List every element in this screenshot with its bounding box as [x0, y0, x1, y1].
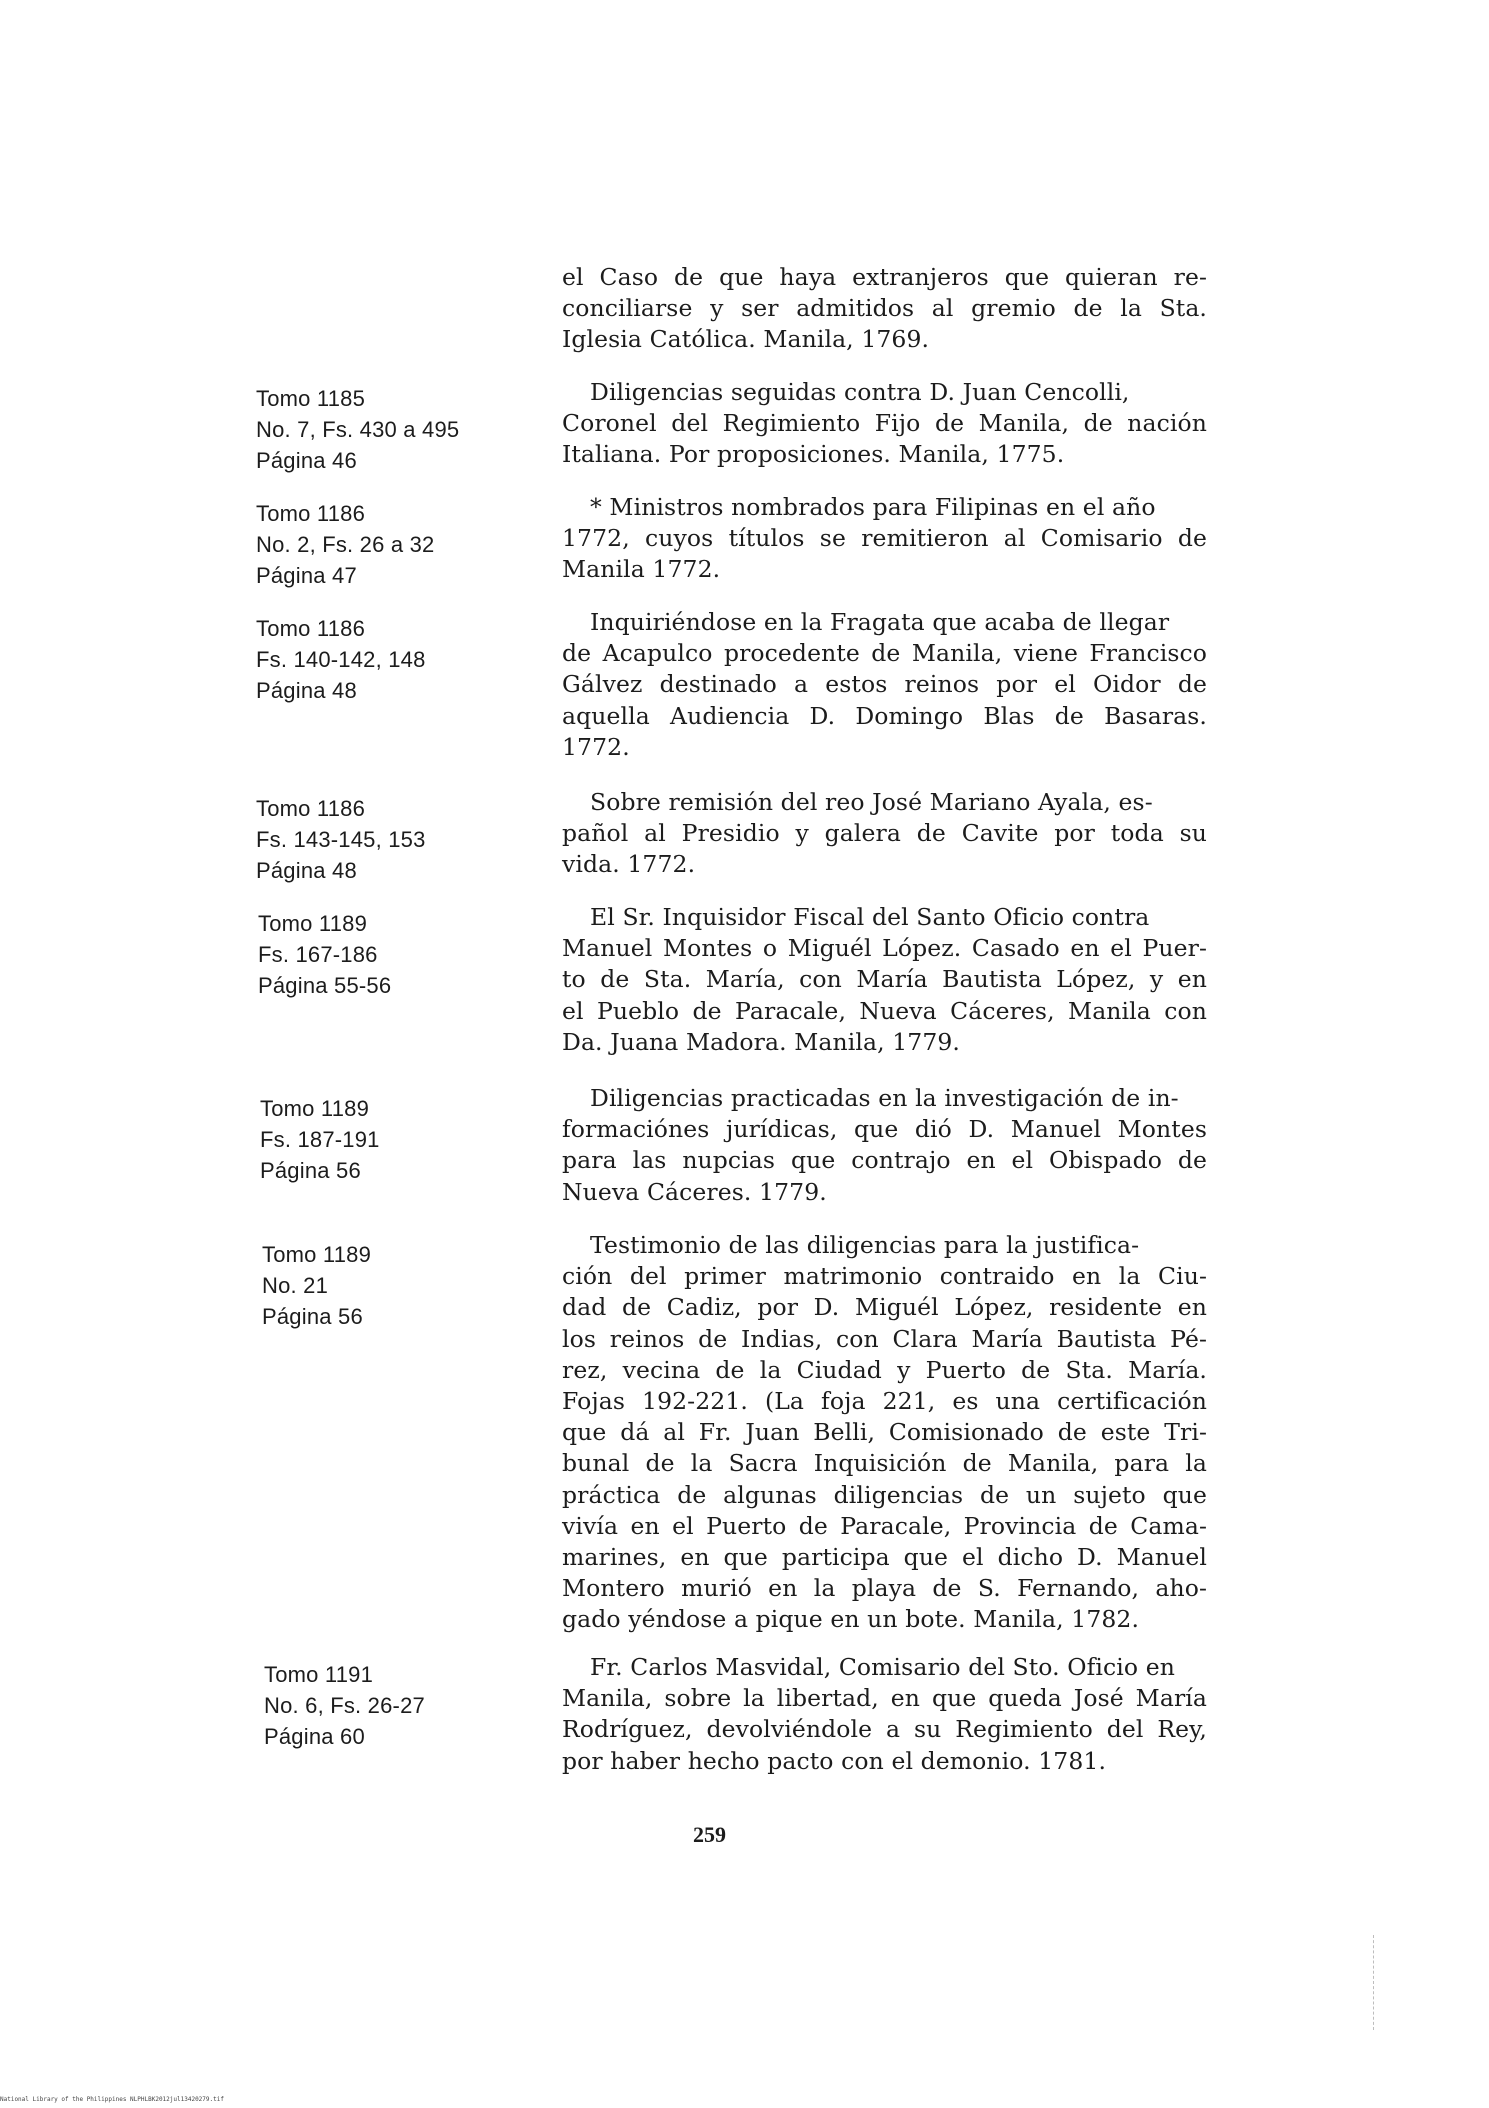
text-line: Montero murió en la playa de S. Fernando, aho- — [562, 1574, 1207, 1603]
text-line: Coronel del Regimiento Fijo de Manila, de nación — [562, 409, 1207, 438]
entry-text — [562, 1230, 1207, 1636]
text-line: Diligencias seguidas contra D. Juan Cencolli, — [590, 378, 1130, 406]
archive-reference — [256, 793, 426, 887]
text-line: 1772. — [562, 732, 630, 761]
text-line: Rodríguez, devolviéndole a su Regimiento del Rey, — [562, 1715, 1207, 1744]
reference-line: Página 55-56 — [258, 973, 392, 999]
reference-line: Tomo 1191 — [264, 1662, 374, 1687]
reference-line: Página 48 — [256, 678, 357, 704]
text-line: el Pueblo de Paracale, Nueva Cáceres, Manila con — [562, 996, 1207, 1025]
archive-reference — [256, 498, 434, 592]
text-line: rez, vecina de la Ciudad y Puerto de Sta. María. — [562, 1355, 1207, 1384]
entry-text — [562, 492, 1207, 586]
text-line: los reinos de Indias, con Clara María Bautista Pé- — [562, 1324, 1207, 1353]
text-line: vivía en el Puerto de Paracale, Provincia de Cama- — [562, 1511, 1207, 1540]
reference-line: No. 7, Fs. 430 a 495 — [256, 417, 460, 443]
reference-line: No. 2, Fs. 26 a 32 — [256, 532, 435, 558]
reference-line: Fs. 167-186 — [258, 942, 378, 968]
text-line: Manila, sobre la libertad, en que queda José María — [562, 1684, 1207, 1713]
text-line: El Sr. Inquisidor Fiscal del Santo Oficio contra — [590, 903, 1150, 931]
reference-line: Fs. 187-191 — [260, 1127, 380, 1153]
text-line: por haber hecho pacto con el demonio. 1781. — [562, 1746, 1107, 1775]
reference-line: No. 6, Fs. 26-27 — [264, 1693, 425, 1719]
entry-text — [562, 902, 1207, 1058]
reference-line: Tomo 1189 — [260, 1096, 370, 1121]
text-line: vida. 1772. — [562, 850, 696, 879]
reference-line: Fs. 140-142, 148 — [256, 647, 426, 673]
text-line: * Ministros nombrados para Filipinas en el año — [590, 493, 1156, 521]
reference-line: Página 60 — [264, 1724, 365, 1750]
archive-reference — [264, 1659, 425, 1753]
text-line: pañol al Presidio y galera de Cavite por toda su — [562, 819, 1207, 848]
reference-line: Página 47 — [256, 563, 357, 589]
text-line: Inquiriéndose en la Fragata que acaba de llegar — [590, 608, 1170, 636]
entry-text — [562, 377, 1207, 471]
text-line: dad de Cadiz, por D. Miguél López, residente en — [562, 1293, 1207, 1322]
reference-line: Página 46 — [256, 448, 357, 474]
reference-line: Tomo 1189 — [258, 911, 368, 936]
entry-text — [562, 607, 1207, 763]
reference-line: Tomo 1186 — [256, 501, 366, 526]
text-line: conciliarse y ser admitidos al gremio de la Sta. — [562, 294, 1207, 323]
text-line: ción del primer matrimonio contraido en la Ciu- — [562, 1262, 1207, 1291]
reference-line: No. 21 — [262, 1273, 329, 1299]
text-line: Gálvez destinado a estos reinos por el Oidor de — [562, 670, 1207, 699]
scan-artifact — [1373, 1935, 1375, 2030]
reference-line: Tomo 1186 — [256, 616, 366, 641]
archive-reference — [262, 1239, 371, 1333]
text-line: que dá al Fr. Juan Belli, Comisionado de este Tri- — [562, 1418, 1207, 1447]
entry-text — [562, 262, 1207, 356]
archive-reference — [256, 613, 426, 707]
reference-line: Página 48 — [256, 858, 357, 884]
text-line: Diligencias practicadas en la investigación de in- — [590, 1084, 1179, 1112]
text-line: Fojas 192-221. (La foja 221, es una certificación — [562, 1387, 1207, 1416]
text-line: el Caso de que haya extranjeros que quieran re- — [562, 263, 1207, 291]
text-line: Manuel Montes o Miguél López. Casado en el Puer- — [562, 934, 1207, 963]
text-line: to de Sta. María, con María Bautista López, y en — [562, 965, 1207, 994]
text-line: Da. Juana Madora. Manila, 1779. — [562, 1027, 960, 1056]
entry-text — [562, 1652, 1207, 1777]
text-line: Italiana. Por proposiciones. Manila, 1775. — [562, 440, 1065, 469]
reference-line: Página 56 — [262, 1304, 363, 1330]
text-line: Sobre remisión del reo José Mariano Ayala, es- — [590, 788, 1153, 816]
text-line: Manila 1772. — [562, 555, 721, 584]
reference-line: Página 56 — [260, 1158, 361, 1184]
text-line: Iglesia Católica. Manila, 1769. — [562, 325, 930, 354]
text-line: Testimonio de las diligencias para la justifica- — [590, 1231, 1140, 1259]
reference-line: Fs. 143-145, 153 — [256, 827, 426, 853]
text-line: Fr. Carlos Masvidal, Comisario del Sto. Oficio en — [590, 1653, 1175, 1681]
text-line: aquella Audiencia D. Domingo Blas de Basaras. — [562, 701, 1207, 730]
text-line: marines, en que participa que el dicho D. Manuel — [562, 1543, 1207, 1572]
reference-line: Tomo 1189 — [262, 1242, 372, 1267]
text-line: de Acapulco procedente de Manila, viene Francisco — [562, 639, 1207, 668]
archive-reference — [256, 383, 459, 477]
text-line: para las nupcias que contrajo en el Obispado de — [562, 1146, 1207, 1175]
text-line: formaciónes jurídicas, que dió D. Manuel Montes — [562, 1115, 1207, 1144]
reference-line: Tomo 1185 — [256, 386, 366, 411]
text-line: bunal de la Sacra Inquisición de Manila, para la — [562, 1449, 1207, 1478]
archive-reference — [258, 908, 391, 1002]
text-line: Nueva Cáceres. 1779. — [562, 1177, 827, 1206]
text-line: práctica de algunas diligencias de un sujeto que — [562, 1480, 1207, 1509]
page-number: 259 — [693, 1822, 726, 1847]
archive-reference — [260, 1093, 380, 1187]
entry-text — [562, 787, 1207, 881]
text-line: gado yéndose a pique en un bote. Manila, 1782. — [562, 1605, 1140, 1634]
scan-footer: National Library of the Philippines NLPHLBK2012jul13420279.tif — [0, 2096, 224, 2103]
entry-text — [562, 1083, 1207, 1208]
reference-line: Tomo 1186 — [256, 796, 366, 821]
text-line: 1772, cuyos títulos se remitieron al Comisario de — [562, 524, 1207, 553]
